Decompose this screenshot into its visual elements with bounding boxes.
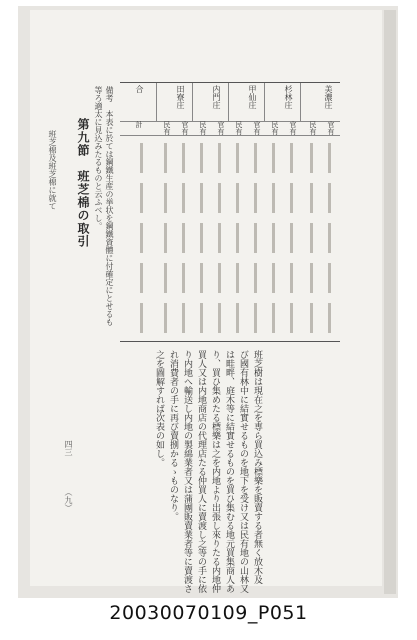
- table-cell-mark: [140, 263, 143, 293]
- column-label: 甲仙庄: [248, 85, 257, 109]
- table-cell-mark: [236, 183, 239, 213]
- column-kosen: [228, 83, 265, 121]
- table-cell-mark: [272, 143, 275, 173]
- sub-label: 民有: [235, 121, 243, 135]
- table-header-rule: [120, 121, 340, 122]
- sub-label: 官有: [217, 121, 225, 135]
- table-cell-mark: [140, 303, 143, 333]
- column-label: 杉林庄: [284, 85, 293, 109]
- body-line: び國有林中に結實せるものを地下を受け又は民有地の山林又: [238, 350, 248, 593]
- table-cell-mark: [328, 263, 331, 293]
- column-label: 内門庄: [212, 85, 221, 109]
- table-cell-mark: [290, 183, 293, 213]
- column-total: [120, 83, 156, 121]
- table-cell-mark: [164, 223, 167, 253]
- image-caption: 20030070109_P051: [109, 602, 308, 624]
- table-cell-mark: [290, 263, 293, 293]
- sub-label: 官有: [327, 121, 335, 135]
- sub-label: 計: [135, 121, 143, 128]
- table-cell-mark: [218, 143, 221, 173]
- sub-label: 民有: [199, 121, 207, 135]
- table-cell-mark: [218, 303, 221, 333]
- column-mino: [300, 83, 341, 121]
- table-cell-mark: [310, 183, 313, 213]
- body-line: り内地へ輸送し内地の製綿業者又は蒲團販賣業者等に賣渡さ: [182, 350, 192, 593]
- table-cell-mark: [254, 183, 257, 213]
- table-subheader-rule: [120, 135, 340, 136]
- sub-label: 民有: [163, 121, 171, 135]
- table-cell-mark: [164, 143, 167, 173]
- table-cell-mark: [140, 143, 143, 173]
- table-cell-mark: [200, 183, 203, 213]
- table-cell-mark: [254, 223, 257, 253]
- body-line: 買人又は内地商店の代理店たる仲買人に賣渡し之等の手に依: [196, 350, 206, 593]
- table-cell-mark: [310, 223, 313, 253]
- section-title: 第九節 班芝棉の取引: [76, 118, 90, 248]
- table-cell-mark: [328, 183, 331, 213]
- table-cell-mark: [310, 143, 313, 173]
- table-cell-mark: [218, 263, 221, 293]
- table-cell-mark: [200, 263, 203, 293]
- table-cell-mark: [272, 183, 275, 213]
- table-cell-mark: [182, 263, 185, 293]
- table-cell-mark: [200, 223, 203, 253]
- column-sugibayashi: [264, 83, 301, 121]
- table-cell-mark: [290, 143, 293, 173]
- table-cell-mark: [328, 303, 331, 333]
- table-cell-mark: [310, 303, 313, 333]
- table-cell-mark: [254, 263, 257, 293]
- table-cell-mark: [272, 263, 275, 293]
- body-line: は畦畔、庭木等に結實せるものを買ひ集むる地元買集商人あ: [224, 350, 234, 593]
- running-header: 班芝棉及班芝棉に就て: [48, 130, 57, 210]
- body-line: り、買ひ集めたる標樂は之を内地より出張し來りたる内地仲: [210, 350, 220, 593]
- table-cell-mark: [182, 223, 185, 253]
- table-cell-mark: [164, 183, 167, 213]
- table-cell-mark: [218, 223, 221, 253]
- table-cell-mark: [290, 303, 293, 333]
- table-cell-mark: [164, 263, 167, 293]
- table-cell-mark: [182, 303, 185, 333]
- table-cell-mark: [236, 263, 239, 293]
- table-cell-mark: [290, 223, 293, 253]
- sub-label: 官有: [181, 121, 189, 135]
- sub-label: 民有: [271, 121, 279, 135]
- body-line: 班芝樹は現在之を専ら買込み標樂を販賣する者無く放木及: [252, 350, 262, 584]
- table-cell-mark: [272, 223, 275, 253]
- table-cell-mark: [328, 223, 331, 253]
- table-cell-mark: [200, 143, 203, 173]
- table-cell-mark: [140, 223, 143, 253]
- page-number: 四三: [64, 440, 73, 456]
- table-cell-mark: [254, 303, 257, 333]
- table-cell-mark: [200, 303, 203, 333]
- table-cell-mark: [272, 303, 275, 333]
- column-label: 合: [135, 85, 144, 93]
- page-number-alt: （九）: [64, 488, 73, 512]
- body-line: 之を圖解すれば次表の如し。: [154, 350, 164, 467]
- sub-label: 官有: [289, 121, 297, 135]
- body-line: れ消費者の手に再び賣捌かるゝものなり。: [168, 350, 178, 521]
- table-cell-mark: [328, 143, 331, 173]
- column-naimon: [192, 83, 229, 121]
- table-cell-mark: [182, 183, 185, 213]
- table-cell-mark: [236, 303, 239, 333]
- column-label: 美濃庄: [324, 85, 333, 109]
- column-label: 田寮庄: [176, 85, 185, 109]
- table-cell-mark: [140, 183, 143, 213]
- table-note: 備考 本表に於ては鋼鐵生産の挙状を鋼鐵資體に付確定にとせるも等ろ適太に見込みたるものと云ふべし。: [94, 86, 114, 326]
- table-cell-mark: [310, 263, 313, 293]
- page-edge: [384, 10, 396, 594]
- table-cell-mark: [236, 143, 239, 173]
- table-cell-mark: [236, 223, 239, 253]
- sub-label: 民有: [309, 121, 317, 135]
- column-denryo: [156, 83, 193, 121]
- table-cell-mark: [164, 303, 167, 333]
- sub-label: 官有: [253, 121, 261, 135]
- table-cell-mark: [254, 143, 257, 173]
- table-cell-mark: [182, 143, 185, 173]
- statistics-table: [120, 82, 340, 342]
- table-cell-mark: [218, 183, 221, 213]
